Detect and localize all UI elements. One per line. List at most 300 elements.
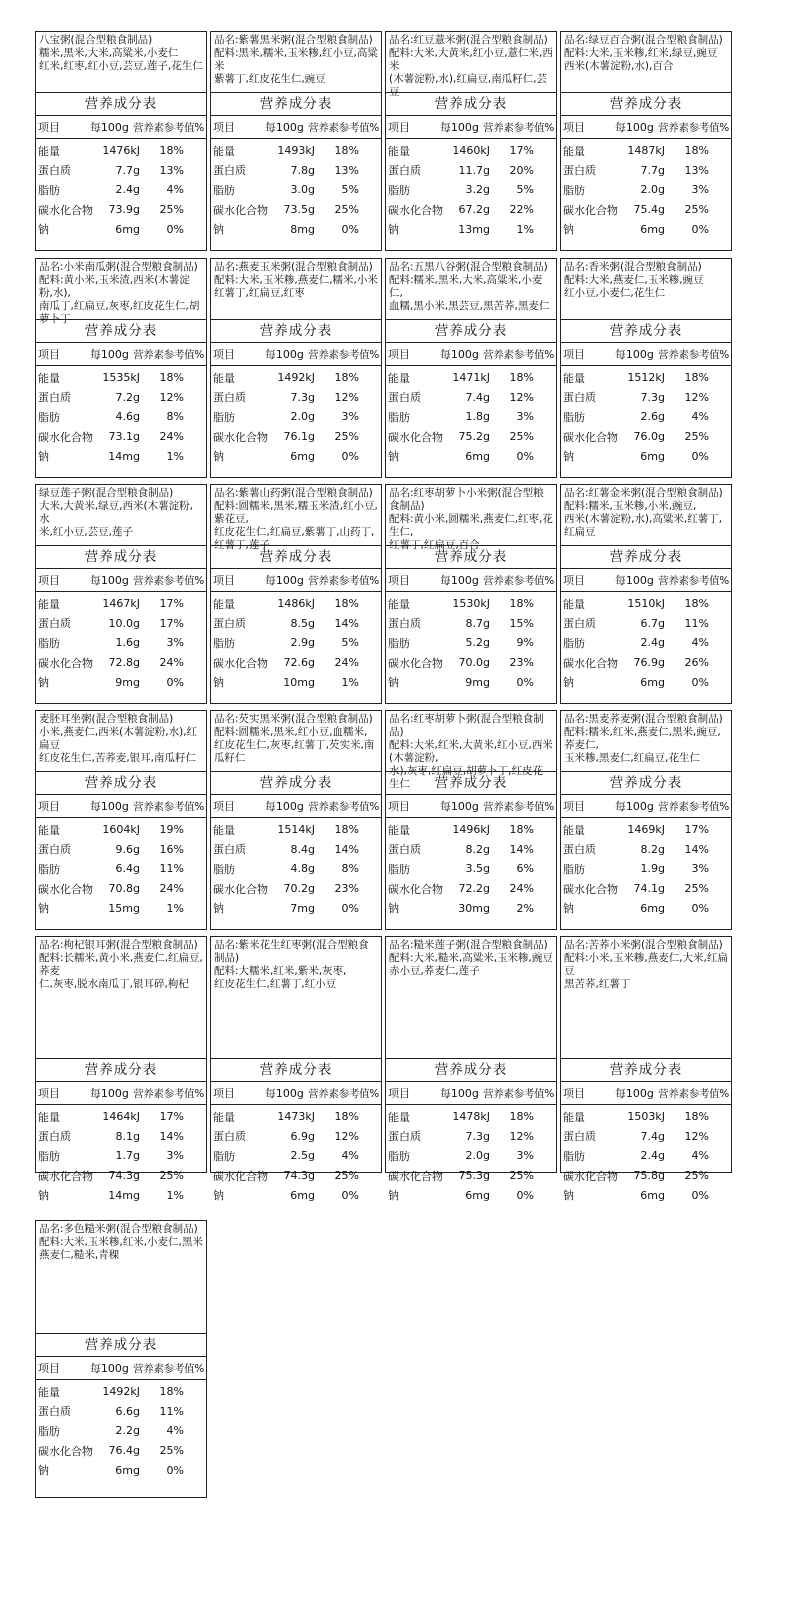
nutrition-row <box>38 653 204 673</box>
header-item: 项目 <box>213 800 235 813</box>
nutrition-row <box>388 840 554 860</box>
nutrient-nrv: 0% <box>691 222 709 236</box>
nutrition-row <box>563 180 729 200</box>
nutrient-amount: 1492kJ <box>102 1385 140 1399</box>
product-name: 品名:枸杞银耳粥(混合型粮食制品) <box>39 939 198 951</box>
product-info <box>386 485 556 551</box>
ingredients-line: 小米,燕麦仁,西米(木薯淀粉,水),红扁豆 <box>39 726 198 751</box>
nutrition-row <box>38 879 204 899</box>
nutrition-table-title: 营养成分表 <box>386 320 556 343</box>
nutrient-label: 钠 <box>38 1189 49 1203</box>
nutrition-row <box>213 407 379 427</box>
nutrient-nrv: 15% <box>509 616 534 630</box>
product-card <box>385 31 557 251</box>
nutrition-row <box>563 594 729 614</box>
nutrient-amount: 73.1g <box>108 430 140 444</box>
nutrient-amount: 14mg <box>108 1188 140 1202</box>
ingredients-line-2: 红薯丁,红扁豆,百合 <box>389 539 480 551</box>
nutrition-row <box>388 180 554 200</box>
nutrient-nrv: 5% <box>341 636 359 650</box>
nutrition-row <box>38 1441 204 1461</box>
nutrient-nrv: 8% <box>166 410 184 424</box>
nutrient-label: 钠 <box>213 450 224 464</box>
ingredients-line: 大米,大黄米,绿豆,西米(木薯淀粉,水 <box>39 500 193 525</box>
nutrient-nrv: 23% <box>334 882 359 896</box>
nutrition-table-header <box>561 1082 731 1105</box>
product-name: 品名:燕麦玉米粥(混合型粮食制品) <box>214 261 373 273</box>
nutrition-table-header <box>36 1082 206 1105</box>
product-info <box>561 485 731 546</box>
nutrient-amount: 76.0g <box>633 430 665 444</box>
nutrient-nrv: 18% <box>684 371 709 385</box>
header-per100g: 每100g <box>439 1087 479 1100</box>
header-nrv: 营养素参考值% <box>133 1087 204 1100</box>
nutrition-row <box>388 161 554 181</box>
nutrition-row <box>388 672 554 692</box>
nutrient-amount: 72.2g <box>458 882 490 896</box>
nutrient-nrv: 0% <box>166 222 184 236</box>
nutrient-amount: 9mg <box>115 675 140 689</box>
nutrient-label: 脂肪 <box>563 1149 585 1163</box>
nutrient-amount: 6mg <box>115 222 140 236</box>
header-per100g: 每100g <box>439 800 479 813</box>
nutrient-label: 能量 <box>213 597 235 611</box>
nutrient-amount: 10mg <box>283 675 315 689</box>
nutrient-label: 碳水化合物 <box>38 656 93 670</box>
nutrient-nrv: 18% <box>334 597 359 611</box>
nutrient-nrv: 1% <box>166 449 184 463</box>
nutrition-row <box>38 859 204 879</box>
nutrient-label: 蛋白质 <box>38 843 71 857</box>
nutrient-nrv: 17% <box>159 597 184 611</box>
nutrition-table-title: 营养成分表 <box>211 546 381 569</box>
nutrient-amount: 1530kJ <box>452 597 490 611</box>
nutrient-label: 钠 <box>38 902 49 916</box>
nutrient-amount: 75.3g <box>458 1169 490 1183</box>
nutrient-amount: 8.2g <box>640 842 665 856</box>
nutrition-rows <box>386 818 556 918</box>
nutrient-amount: 1.8g <box>465 410 490 424</box>
nutrition-rows <box>386 592 556 692</box>
nutrient-label: 碳水化合物 <box>388 203 443 217</box>
nutrition-table-title: 营养成分表 <box>561 546 731 569</box>
nutrient-amount: 6mg <box>115 1463 140 1477</box>
ingredients-line: 配料:大米,燕麦仁,玉米糁,豌豆 <box>564 274 704 286</box>
header-item: 项目 <box>213 121 235 134</box>
nutrient-amount: 1473kJ <box>277 1110 315 1124</box>
header-per100g: 每100g <box>89 574 129 587</box>
nutrient-nrv: 18% <box>509 1110 534 1124</box>
nutrient-label: 蛋白质 <box>388 843 421 857</box>
nutrient-amount: 6mg <box>640 901 665 915</box>
nutrient-label: 脂肪 <box>38 410 60 424</box>
nutrient-nrv: 25% <box>334 1169 359 1183</box>
nutrition-rows <box>211 818 381 918</box>
ingredients-line: 配料:糯米,黑米,大米,高粱米,小麦仁, <box>389 274 543 299</box>
nutrient-nrv: 1% <box>166 901 184 915</box>
nutrient-amount: 3.5g <box>465 862 490 876</box>
nutrient-label: 能量 <box>38 1385 60 1399</box>
nutrient-amount: 30mg <box>458 901 490 915</box>
nutrition-row <box>38 446 204 466</box>
header-per100g: 每100g <box>264 121 304 134</box>
nutrition-row <box>213 427 379 447</box>
nutrient-label: 脂肪 <box>38 636 60 650</box>
nutrient-label: 蛋白质 <box>563 1130 596 1144</box>
nutrient-amount: 2.9g <box>290 636 315 650</box>
nutrient-label: 能量 <box>563 144 585 158</box>
nutrient-label: 脂肪 <box>213 410 235 424</box>
product-card <box>385 710 557 930</box>
nutrient-amount: 6mg <box>290 1188 315 1202</box>
product-info <box>211 485 381 551</box>
nutrient-amount: 1464kJ <box>102 1110 140 1124</box>
nutrient-nrv: 12% <box>334 1129 359 1143</box>
nutrient-nrv: 4% <box>341 1149 359 1163</box>
nutrient-label: 能量 <box>563 371 585 385</box>
nutrition-row <box>563 653 729 673</box>
nutrient-nrv: 18% <box>334 1110 359 1124</box>
nutrition-rows <box>386 1105 556 1205</box>
nutrient-label: 碳水化合物 <box>388 430 443 444</box>
nutrition-table-header <box>561 343 731 366</box>
product-card <box>210 936 382 1203</box>
product-name: 品名:红薯金米粥(混合型粮食制品) <box>564 487 723 499</box>
ingredients-line-2: 赤小豆,荞麦仁,莲子 <box>389 965 480 977</box>
product-name: 品名:紫薯黑米粥(混合型粮食制品) <box>214 34 373 46</box>
nutrition-row <box>388 368 554 388</box>
header-nrv: 营养素参考值% <box>483 800 554 813</box>
nutrient-amount: 7mg <box>290 901 315 915</box>
nutrient-amount: 1493kJ <box>277 144 315 158</box>
nutrition-row <box>38 180 204 200</box>
nutrient-nrv: 0% <box>166 1463 184 1477</box>
product-name: 品名:糙米莲子粥(混合型粮食制品) <box>389 939 548 951</box>
nutrition-table-header <box>36 569 206 592</box>
nutrient-amount: 1487kJ <box>627 144 665 158</box>
nutrient-label: 能量 <box>388 1110 410 1124</box>
nutrient-amount: 6.6g <box>115 1404 140 1418</box>
nutrient-amount: 8.4g <box>290 842 315 856</box>
nutrient-label: 蛋白质 <box>213 391 246 405</box>
nutrient-amount: 75.4g <box>633 203 665 217</box>
nutrition-row <box>563 840 729 860</box>
header-nrv: 营养素参考值% <box>308 574 379 587</box>
nutrient-amount: 70.0g <box>458 656 490 670</box>
nutrient-nrv: 14% <box>509 842 534 856</box>
nutrient-label: 脂肪 <box>563 183 585 197</box>
nutrient-amount: 6.4g <box>115 862 140 876</box>
nutrient-amount: 1471kJ <box>452 371 490 385</box>
nutrient-label: 碳水化合物 <box>38 1169 93 1183</box>
header-nrv: 营养素参考值% <box>483 121 554 134</box>
nutrition-row <box>388 614 554 634</box>
nutrient-nrv: 9% <box>516 636 534 650</box>
nutrition-row <box>213 446 379 466</box>
nutrient-amount: 2.0g <box>640 183 665 197</box>
product-card <box>560 31 732 251</box>
nutrition-row <box>563 1127 729 1147</box>
nutrition-row <box>38 368 204 388</box>
nutrient-nrv: 3% <box>166 1149 184 1163</box>
nutrition-row <box>213 653 379 673</box>
nutrition-row <box>563 388 729 408</box>
header-item: 项目 <box>213 348 235 361</box>
product-card <box>35 710 207 930</box>
nutrient-amount: 13mg <box>458 222 490 236</box>
product-card <box>210 258 382 478</box>
nutrition-rows <box>561 1105 731 1205</box>
nutrient-nrv: 0% <box>516 1188 534 1202</box>
nutrition-table-header <box>211 795 381 818</box>
nutrient-amount: 6mg <box>640 449 665 463</box>
nutrition-row <box>38 388 204 408</box>
header-item: 项目 <box>388 800 410 813</box>
ingredients-line-2: 血糯,黑小米,黑芸豆,黑苦荞,黑麦仁 <box>389 300 550 312</box>
nutrient-label: 蛋白质 <box>388 391 421 405</box>
nutrition-rows <box>211 1105 381 1205</box>
ingredients-line-2: 仁,灰枣,脱水南瓜丁,银耳碎,枸杞 <box>39 978 189 990</box>
nutrition-row <box>388 407 554 427</box>
nutrient-nrv: 24% <box>509 882 534 896</box>
nutrition-row <box>388 653 554 673</box>
nutrition-row <box>388 820 554 840</box>
header-item: 项目 <box>38 800 60 813</box>
nutrition-row <box>563 1146 729 1166</box>
header-item: 项目 <box>563 121 585 134</box>
nutrient-amount: 72.6g <box>283 656 315 670</box>
nutrient-amount: 6mg <box>640 675 665 689</box>
nutrient-label: 钠 <box>563 1189 574 1203</box>
product-name: 品名:芡实黑米粥(混合型粮食制品) <box>214 713 373 725</box>
nutrient-label: 钠 <box>388 902 399 916</box>
nutrient-nrv: 25% <box>334 430 359 444</box>
nutrition-table-header <box>386 116 556 139</box>
nutrient-nrv: 25% <box>159 1169 184 1183</box>
nutrient-label: 脂肪 <box>213 636 235 650</box>
nutrition-table-title: 营养成分表 <box>211 772 381 795</box>
nutrient-amount: 1503kJ <box>627 1110 665 1124</box>
nutrient-amount: 1512kJ <box>627 371 665 385</box>
header-per100g: 每100g <box>264 1087 304 1100</box>
nutrient-amount: 1.7g <box>115 1149 140 1163</box>
nutrient-nrv: 18% <box>684 144 709 158</box>
nutrient-label: 能量 <box>38 371 60 385</box>
nutrient-amount: 6.7g <box>640 616 665 630</box>
nutrition-row <box>563 633 729 653</box>
nutrient-label: 碳水化合物 <box>38 1444 93 1458</box>
ingredients-line-2: 水),灰枣,红扁豆,胡萝卜丁,红皮花生仁 <box>389 765 543 790</box>
nutrient-amount: 1460kJ <box>452 144 490 158</box>
nutrition-row <box>38 614 204 634</box>
product-name: 品名:绿豆百合粥(混合型粮食制品) <box>564 34 723 46</box>
nutrient-label: 能量 <box>38 144 60 158</box>
nutrient-amount: 9.6g <box>115 842 140 856</box>
nutrition-row <box>563 1166 729 1186</box>
nutrient-nrv: 26% <box>684 656 709 670</box>
nutrient-amount: 1604kJ <box>102 823 140 837</box>
nutrient-label: 蛋白质 <box>38 1130 71 1144</box>
nutrient-label: 碳水化合物 <box>213 430 268 444</box>
nutrition-row <box>388 446 554 466</box>
nutrient-nrv: 23% <box>509 656 534 670</box>
nutrient-label: 钠 <box>213 1189 224 1203</box>
nutrient-amount: 74.3g <box>108 1169 140 1183</box>
nutrition-table-title: 营养成分表 <box>561 772 731 795</box>
nutrient-amount: 1467kJ <box>102 597 140 611</box>
nutrient-label: 脂肪 <box>388 183 410 197</box>
nutrient-nrv: 25% <box>159 1444 184 1458</box>
nutrient-nrv: 0% <box>516 449 534 463</box>
nutrient-label: 蛋白质 <box>563 391 596 405</box>
nutrient-nrv: 0% <box>341 901 359 915</box>
nutrient-label: 碳水化合物 <box>38 430 93 444</box>
nutrition-table-title: 营养成分表 <box>36 1059 206 1082</box>
nutrition-row <box>213 368 379 388</box>
nutrient-nrv: 0% <box>691 449 709 463</box>
nutrition-rows <box>36 1380 206 1480</box>
header-nrv: 营养素参考值% <box>133 348 204 361</box>
header-per100g: 每100g <box>439 348 479 361</box>
nutrition-row <box>213 1146 379 1166</box>
nutrient-label: 钠 <box>213 902 224 916</box>
nutrient-label: 蛋白质 <box>38 391 71 405</box>
nutrition-row <box>563 368 729 388</box>
nutrient-amount: 74.3g <box>283 1169 315 1183</box>
nutrition-row <box>563 141 729 161</box>
nutrient-label: 能量 <box>213 371 235 385</box>
nutrient-label: 钠 <box>38 450 49 464</box>
nutrient-label: 钠 <box>38 223 49 237</box>
nutrition-rows <box>561 592 731 692</box>
ingredients-line-2: 红皮花生仁,红薯丁,红小豆 <box>214 978 337 990</box>
nutrition-table-header <box>561 795 731 818</box>
nutrient-label: 碳水化合物 <box>563 1169 618 1183</box>
header-nrv: 营养素参考值% <box>658 574 729 587</box>
ingredients-line: 配料:大米,玉米糁,红米,绿豆,豌豆 <box>564 47 718 59</box>
nutrient-nrv: 25% <box>509 430 534 444</box>
nutrient-amount: 76.4g <box>108 1444 140 1458</box>
nutrient-label: 碳水化合物 <box>38 882 93 896</box>
nutrition-row <box>388 1185 554 1205</box>
nutrition-table-header <box>211 116 381 139</box>
nutrient-amount: 9mg <box>465 675 490 689</box>
nutrition-row <box>213 633 379 653</box>
nutrient-amount: 8.5g <box>290 616 315 630</box>
header-per100g: 每100g <box>89 1362 129 1375</box>
nutrition-row <box>563 161 729 181</box>
header-nrv: 营养素参考值% <box>133 121 204 134</box>
nutrient-amount: 1496kJ <box>452 823 490 837</box>
product-name: 品名:小米南瓜粥(混合型粮食制品) <box>39 261 198 273</box>
nutrient-amount: 73.9g <box>108 203 140 217</box>
nutrient-amount: 10.0g <box>108 616 140 630</box>
nutrient-label: 钠 <box>563 450 574 464</box>
nutrient-nrv: 3% <box>166 636 184 650</box>
product-info <box>561 32 731 93</box>
nutrition-row <box>388 633 554 653</box>
nutrition-row <box>388 1166 554 1186</box>
nutrient-label: 碳水化合物 <box>213 203 268 217</box>
nutrient-nrv: 0% <box>691 675 709 689</box>
nutrient-label: 能量 <box>213 144 235 158</box>
nutrient-label: 蛋白质 <box>213 617 246 631</box>
nutrition-table-header <box>36 795 206 818</box>
nutrient-label: 脂肪 <box>38 1149 60 1163</box>
header-per100g: 每100g <box>614 800 654 813</box>
nutrient-amount: 76.1g <box>283 430 315 444</box>
nutrition-table-title: 营养成分表 <box>36 546 206 569</box>
ingredients-line-2: 西米(木薯淀粉,水),高粱米,红薯丁,红扁豆 <box>564 513 723 538</box>
ingredients-line: 糯米,黑米,大米,高粱米,小麦仁 <box>39 47 179 59</box>
nutrient-label: 钠 <box>38 676 49 690</box>
nutrient-amount: 6mg <box>465 449 490 463</box>
nutrient-amount: 3.0g <box>290 183 315 197</box>
header-nrv: 营养素参考值% <box>483 1087 554 1100</box>
nutrient-amount: 1510kJ <box>627 597 665 611</box>
nutrient-amount: 15mg <box>108 901 140 915</box>
nutrient-label: 脂肪 <box>388 636 410 650</box>
nutrient-amount: 2.5g <box>290 1149 315 1163</box>
nutrient-nrv: 1% <box>166 1188 184 1202</box>
nutrition-row <box>388 200 554 220</box>
nutrient-label: 能量 <box>388 371 410 385</box>
nutrient-label: 蛋白质 <box>388 617 421 631</box>
header-nrv: 营养素参考值% <box>308 121 379 134</box>
nutrition-table-title: 营养成分表 <box>36 1334 206 1357</box>
nutrition-row <box>563 672 729 692</box>
ingredients-line: 配料:糯米,玉米糁,小米,豌豆, <box>564 500 697 512</box>
nutrient-amount: 11.7g <box>458 163 490 177</box>
nutrient-label: 能量 <box>213 1110 235 1124</box>
nutrient-nrv: 0% <box>691 1188 709 1202</box>
nutrient-nrv: 24% <box>159 430 184 444</box>
nutrient-nrv: 18% <box>334 144 359 158</box>
product-card <box>385 484 557 704</box>
nutrient-label: 碳水化合物 <box>563 656 618 670</box>
nutrient-amount: 2.0g <box>465 1149 490 1163</box>
nutrient-nrv: 14% <box>159 1129 184 1143</box>
header-per100g: 每100g <box>439 121 479 134</box>
nutrient-nrv: 12% <box>509 1129 534 1143</box>
nutrition-row <box>38 840 204 860</box>
nutrient-amount: 7.7g <box>115 163 140 177</box>
ingredients-line: 配料:长糯米,黄小米,燕麦仁,红扁豆,荞麦 <box>39 952 203 977</box>
nutrition-row <box>38 1107 204 1127</box>
nutrition-rows <box>36 366 206 466</box>
product-info <box>561 259 731 320</box>
nutrition-rows <box>561 818 731 918</box>
nutrient-label: 钠 <box>388 1189 399 1203</box>
nutrient-label: 脂肪 <box>388 862 410 876</box>
ingredients-line-2: 紫薯丁,红皮花生仁,豌豆 <box>214 73 326 85</box>
nutrition-row <box>563 820 729 840</box>
product-name: 品名:紫米花生红枣粥(混合型粮食制品) <box>214 939 369 964</box>
nutrient-nrv: 17% <box>159 1110 184 1124</box>
nutrient-amount: 7.8g <box>290 163 315 177</box>
nutrient-label: 钠 <box>388 223 399 237</box>
ingredients-line: 配料:圆糯米,黑米,糯玉米渣,红小豆,紫花豆, <box>214 500 378 525</box>
nutrition-table-header <box>211 343 381 366</box>
header-nrv: 营养素参考值% <box>133 574 204 587</box>
header-nrv: 营养素参考值% <box>133 1362 204 1375</box>
nutrient-label: 碳水化合物 <box>38 203 93 217</box>
nutrient-nrv: 25% <box>684 1169 709 1183</box>
product-card <box>35 936 207 1203</box>
nutrient-label: 钠 <box>563 676 574 690</box>
nutrient-label: 脂肪 <box>563 636 585 650</box>
nutrient-amount: 7.7g <box>640 163 665 177</box>
